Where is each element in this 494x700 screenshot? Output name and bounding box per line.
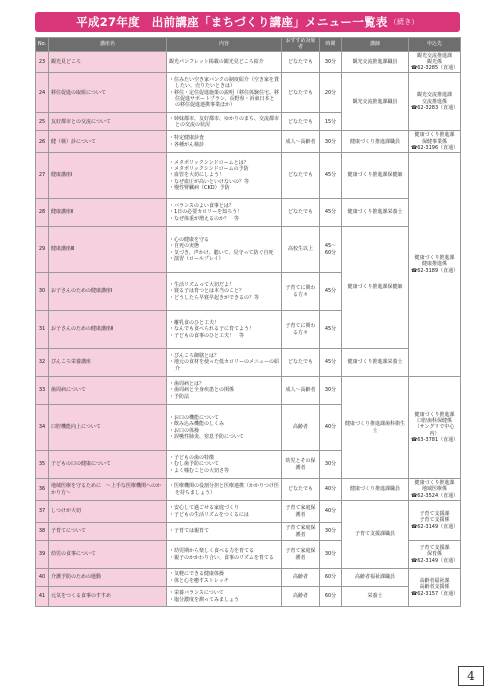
content-item: ・慢性腎臓病（CKD）予防 [169, 184, 230, 191]
duration: 30分 [320, 541, 342, 569]
target-audience: 子育てに関わる方々 [282, 311, 320, 349]
target-audience: 成人～高齢者 [282, 377, 320, 405]
content-item: ・なぜ血圧が高いといけないの？等 [169, 178, 250, 185]
table-row [36, 153, 461, 199]
table-row [36, 227, 461, 273]
content-list [169, 160, 279, 191]
row-number: 25 [36, 113, 49, 131]
content-item: ・住みたい空き家バンクの制度紹介（空き家を貸したい、売りたいときは） [169, 77, 279, 90]
course-content [167, 479, 282, 501]
contact-office-line: 子育て支援課 [419, 511, 450, 518]
content-item: ・子育ては親育て [169, 528, 210, 535]
course-content [167, 377, 282, 405]
content-list [169, 455, 279, 474]
duration: 40分 [320, 501, 342, 523]
course-name: 健康講座Ⅱ [49, 199, 167, 227]
course-name: 子どもの口の健康について [49, 451, 167, 479]
content-item: ・生活リズムって大切だよ！ [169, 282, 234, 289]
course-content [167, 273, 282, 311]
row-number: 33 [36, 377, 49, 405]
target-audience: 高齢者 [282, 405, 320, 451]
duration: 45分 [320, 349, 342, 377]
course-name: 子育てについて [49, 523, 167, 541]
row-number: 29 [36, 227, 49, 273]
row-number: 24 [36, 73, 49, 113]
content-item: ・気軽にできる健康体操 [169, 571, 225, 578]
target-audience: 子育て家庭保護者 [282, 501, 320, 523]
contact-phone: ☎62-3189（直通） [411, 267, 459, 274]
content-list [169, 237, 279, 262]
table-row [36, 51, 461, 73]
content-list [169, 548, 279, 561]
contact-office [409, 541, 461, 569]
content-item: ・メタボリックシンドロームとは？ [169, 159, 249, 166]
contact-phone: ☎62-3285（直通） [411, 65, 459, 71]
target-audience: 幼児とその保護者 [282, 451, 320, 479]
header-time: 時間 [320, 38, 342, 52]
row-number: 26 [36, 131, 49, 153]
content-item: ・心の健康を守る [169, 237, 210, 243]
contact-phone: ☎62-3157（直通） [411, 590, 459, 597]
target-audience: 成人～高齢者 [282, 131, 320, 153]
duration: 45分 [320, 153, 342, 199]
contact-office [409, 501, 461, 541]
content-list [169, 320, 279, 339]
row-number: 38 [36, 523, 49, 541]
target-audience: どなたでも [282, 349, 320, 377]
course-name: 地域医療を守るために ～上手な医療機関へのかかり方～ [49, 479, 167, 501]
content-list [169, 571, 279, 584]
lecturer: 健康づくり推進課栄養士 [342, 349, 409, 377]
content-item: ・姉妹都市、友好都市、ゆかりのまち、交流都市との交流の状況 [169, 115, 280, 128]
contact-office [409, 569, 461, 607]
content-item: ・寝る子は育つとは本当のこと？ [169, 288, 245, 295]
page-title-suffix: （続き） [389, 18, 419, 26]
row-number: 36 [36, 479, 49, 501]
content-item: ・各種がん検診 [169, 141, 205, 148]
course-name: 介護予防のための運動 [49, 569, 167, 587]
content-item: ・子どもの生活リズムをつくるには [169, 511, 249, 518]
duration: 15分 [320, 113, 342, 131]
page-title-bar [35, 12, 460, 32]
contact-office [409, 153, 461, 377]
header-contact: 申込先 [409, 38, 461, 52]
lecturer: 観光交流推進課職員 [342, 73, 409, 131]
duration: 30分 [320, 131, 342, 153]
page-number: 4 [458, 666, 484, 686]
course-content [167, 541, 282, 569]
course-content [167, 153, 282, 199]
target-audience: どなたでも [282, 51, 320, 73]
target-audience: 高齢者 [282, 587, 320, 607]
table-row [36, 349, 461, 377]
content-item: ・演習（ロールプレイ） [169, 255, 224, 262]
header-no: No. [36, 38, 49, 52]
lecturer: 健康づくり推進課職員 [342, 479, 409, 501]
contact-office-line: 交流推進係 [421, 98, 447, 105]
contact-office-line: 保育係 [426, 551, 442, 558]
content-item: ・バランスのよい食事とは？ [169, 203, 234, 210]
course-content [167, 73, 282, 113]
content-list [169, 116, 279, 129]
row-number: 28 [36, 199, 49, 227]
course-content [167, 405, 282, 451]
content-item: ・ぴんころ御膳とは？ [169, 353, 220, 360]
content-item: ・子どもの歯の特徴 [169, 455, 215, 462]
lecturer: 健康づくり推進課栄養士 [342, 199, 409, 227]
table-row [36, 199, 461, 227]
course-content [167, 51, 282, 73]
target-audience: 高齢者 [282, 569, 320, 587]
row-number: 31 [36, 311, 49, 349]
table-header-row [36, 38, 461, 52]
target-audience: どなたでも [282, 479, 320, 501]
page-title: 平成27年度 出前講座「まちづくり講座」メニュー一覧表 [76, 15, 388, 29]
lecturer: 健康づくり推進課保健師 [342, 153, 409, 199]
content-list [169, 77, 279, 108]
content-item: ・どうしたら早寝早起きができるの？等 [169, 294, 260, 301]
lecturer: 健康づくり推進課職員 [342, 131, 409, 153]
contact-office-line: 健康づくり推進課 [414, 480, 455, 487]
duration: 45分 [320, 199, 342, 227]
course-name: 歯周病について [49, 377, 167, 405]
course-content [167, 587, 282, 607]
content-item: ・歯周病とは？ [169, 381, 205, 388]
course-name: お子さんのための健康講座Ⅱ [49, 311, 167, 349]
course-content [167, 569, 282, 587]
course-name: 健康講座Ⅰ [49, 153, 167, 199]
duration: 30分 [320, 51, 342, 73]
row-number: 34 [36, 405, 49, 451]
lecturer: 観光交流推進課職員 [342, 51, 409, 73]
content-item: ・親子のかかわり合い、食事のリズムを育てる [169, 554, 274, 561]
course-name: 移住促進の取組について [49, 73, 167, 113]
contact-office [409, 51, 461, 73]
content-item: ・体と心を癒すストレッチ [169, 577, 229, 584]
duration: 45～60分 [320, 227, 342, 273]
target-audience: 子育てに関わる方々 [282, 273, 320, 311]
contact-office-line: 健康推進係 [421, 261, 447, 268]
row-number: 30 [36, 273, 49, 311]
course-content [167, 131, 282, 153]
contact-phone: ☎62-3149（直通） [411, 523, 459, 530]
contact-office [409, 377, 461, 479]
contact-phone: ☎62-3196（直通） [411, 144, 459, 151]
content-item: ・自死の実態 [169, 243, 200, 250]
row-number: 41 [36, 587, 49, 607]
content-item: ・地元の食材を使った低カロリーのメニューの紹介 [169, 359, 280, 372]
content-item: ・よく噛むことの大切さ等 [169, 467, 230, 474]
duration: 40分 [320, 479, 342, 501]
target-audience: どなたでも [282, 73, 320, 113]
content-item: ・お口の機能について [169, 415, 219, 421]
contact-office-line: 高齢者支援係 [419, 584, 450, 591]
course-content [167, 501, 282, 523]
row-number: 40 [36, 569, 49, 587]
duration: 30分 [320, 523, 342, 541]
content-item: ・移住・定住促進施策の説明（移住体験住宅、移住促進サポートプラン、長野県・浜東日本との移住促進連携事業ほか） [169, 89, 280, 109]
content-item: ・お口の体操 [169, 427, 200, 434]
duration: 45分 [320, 311, 342, 349]
contact-phone: ☎62-3283（直通） [411, 104, 459, 111]
content-list [169, 135, 279, 148]
content-list [169, 528, 279, 534]
content-list [169, 415, 279, 440]
contact-office-line: 観光交流推進課 [416, 52, 452, 59]
table-row [36, 73, 461, 113]
content-list [169, 381, 279, 400]
content-item: ・医療機関の役割分担と医療連携（かかりつけ医を持ちましょう） [169, 483, 280, 496]
duration: 20分 [320, 73, 342, 113]
content-item: ・なんでも食べられる子に育てよう！ [169, 326, 255, 333]
contact-office-line: （サングリで中心内） [414, 424, 455, 437]
contact-office-line: 観光交流推進課 [416, 92, 452, 99]
lecturer: 子育て支援課職員 [342, 501, 409, 569]
row-number: 39 [36, 541, 49, 569]
content-item: ・なぜ体重が増えるのか？ 等 [169, 215, 240, 222]
course-content [167, 349, 282, 377]
duration: 40分 [320, 405, 342, 451]
lecturer: 健康づくり推進課保健師 [342, 227, 409, 349]
content-item: ・予防法 [169, 393, 190, 400]
content-item: ・子どもの食事のひと工夫！ 等 [169, 332, 245, 339]
table-row [36, 131, 461, 153]
course-content [167, 451, 282, 479]
course-content [167, 311, 282, 349]
contact-office-line: 保健事業係 [421, 138, 447, 145]
course-menu-table [35, 37, 461, 607]
contact-office-line: 子育て支援係 [419, 517, 450, 524]
target-audience: どなたでも [282, 113, 320, 131]
duration: 60分 [320, 587, 342, 607]
course-name: 幼児の食事について [49, 541, 167, 569]
content-item: ・メタボリックシンドロームの予防 [169, 166, 249, 173]
lecturer: 栄養士 [342, 587, 409, 607]
contact-office-line: 健康づくり推進課 [414, 411, 455, 418]
content-item: ・誤嚥性肺炎、窒息予防について [169, 433, 244, 440]
content-item: ・栄養バランスについて [169, 590, 224, 597]
header-target: おすすめ対象者 [282, 38, 320, 52]
target-audience: どなたでも [282, 199, 320, 227]
contact-phone: ☎62-3524（直通） [411, 492, 459, 499]
contact-office-line: 子育て支援課 [419, 545, 450, 552]
course-name: 元気をつくる食事のすすめ [49, 587, 167, 607]
table-row [36, 569, 461, 587]
lecturer: 高齢者福祉課職員 [342, 569, 409, 587]
contact-phone: ☎62-3149（直通） [411, 557, 459, 564]
content-item: ・気づき、声かけ、聴いて、見守って防ぐ自死 [169, 249, 274, 256]
contact-office [409, 479, 461, 501]
target-audience: どなたでも [282, 153, 320, 199]
header-lecturer: 講師 [342, 38, 409, 52]
content-list [169, 353, 279, 372]
table-row [36, 479, 461, 501]
contact-office [409, 131, 461, 153]
contact-office-line: 高齢者福祉課 [419, 578, 450, 585]
content-item: ・歯周病と全身疾患との関係 [169, 387, 235, 394]
content-list [169, 483, 279, 496]
course-content [167, 523, 282, 541]
row-number: 35 [36, 451, 49, 479]
lecturer: 健康づくり推進課歯科衛生士 [342, 377, 409, 479]
course-name: お子さんのための健康講座Ⅰ [49, 273, 167, 311]
table-row [36, 377, 461, 405]
target-audience: 子育て家庭保護者 [282, 541, 320, 569]
contact-office-line: 地域医療係 [421, 486, 447, 493]
duration: 30分 [320, 451, 342, 479]
content-item: ・飲み込み機能のしくみ [169, 421, 225, 428]
contact-office-line: 口腔歯科保健係 [416, 418, 452, 425]
target-audience: 子育て家庭保護者 [282, 523, 320, 541]
row-number: 32 [36, 349, 49, 377]
content-list [169, 282, 279, 301]
course-name: ぴんころ栄養講座 [49, 349, 167, 377]
target-audience: 高校生以上 [282, 227, 320, 273]
course-name: しつけが大切 [49, 501, 167, 523]
contact-office-line: 健康づくり推進課 [414, 132, 455, 139]
content-list [169, 59, 279, 65]
contact-phone: ☎63-3781（直通） [411, 436, 459, 443]
content-item: ・塩分濃度を測ってみましょう [169, 596, 240, 603]
content-item: ・安心して過ごせる家庭づくり [169, 505, 240, 512]
course-content [167, 113, 282, 131]
content-item: ・離乳食のひと工夫！ [169, 320, 220, 327]
content-item: 観光パンフレット掲載の観光見どころ紹介 [169, 58, 264, 65]
course-name: 友好都市との交流について [49, 113, 167, 131]
content-item: ・1日の必要カロリーを知ろう！ [169, 209, 243, 216]
course-content [167, 199, 282, 227]
duration: 30分 [320, 377, 342, 405]
content-list [169, 203, 279, 222]
course-name: 口腔機能向上について [49, 405, 167, 451]
header-name: 講座名 [49, 38, 167, 52]
course-name: 健（検）診について [49, 131, 167, 153]
content-item: ・特定健康診査 [169, 135, 205, 142]
contact-office-line: 健康づくり推進課 [414, 255, 455, 262]
duration: 45分 [320, 273, 342, 311]
contact-office-line: 観光係 [426, 58, 442, 65]
content-list [169, 590, 279, 603]
row-number: 27 [36, 153, 49, 199]
content-list [169, 505, 279, 518]
course-name: 観光見どころ [49, 51, 167, 73]
table-row [36, 587, 461, 607]
table-row [36, 501, 461, 523]
row-number: 37 [36, 501, 49, 523]
content-item: ・血管を大切にしよう！ [169, 172, 225, 179]
content-item: ・むし歯予防について [169, 461, 219, 468]
course-name: 健康講座Ⅲ [49, 227, 167, 273]
header-content: 内容 [167, 38, 282, 52]
contact-office [409, 73, 461, 131]
duration: 60分 [320, 569, 342, 587]
course-content [167, 227, 282, 273]
content-item: ・幼児期から楽しく食べる力を育てる [169, 548, 255, 555]
row-number: 23 [36, 51, 49, 73]
